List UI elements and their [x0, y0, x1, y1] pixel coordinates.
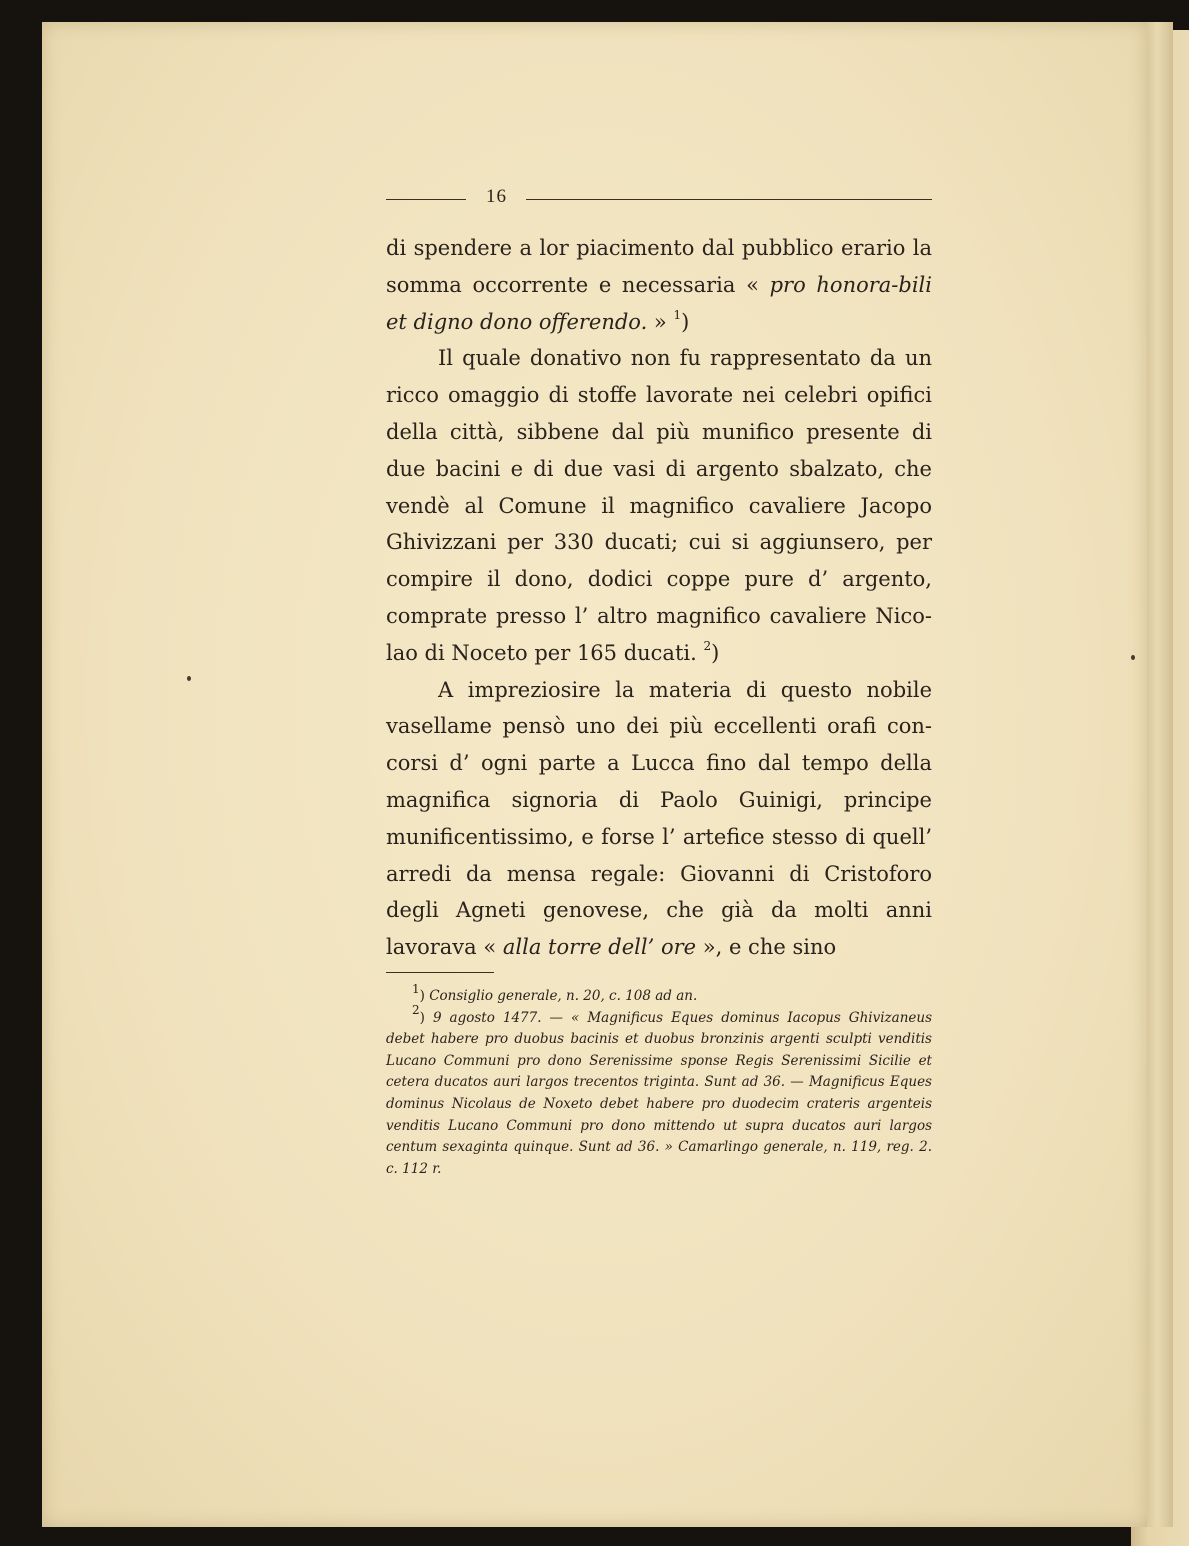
- footnote-ref-1-paren: ): [681, 309, 690, 334]
- paragraph-3: [386, 672, 932, 966]
- header-rule-right: [526, 199, 932, 200]
- footnote-1-paren: ): [419, 988, 425, 1004]
- paragraph-2: [386, 340, 932, 671]
- paper-speck: [1131, 655, 1135, 660]
- paragraph-3-quote: alla torre dell’ ore: [502, 935, 697, 960]
- main-text: [386, 230, 932, 966]
- footnote-ref-2-paren: ): [711, 640, 720, 665]
- paragraph-1-latin-quote: pro honora-bili et digno dono offerendo.: [386, 272, 932, 334]
- footnote-ref-1: 1: [673, 307, 682, 322]
- paragraph-1-text-close-quote: »: [647, 309, 674, 334]
- footnote-1: [386, 981, 932, 1008]
- paper-speck: [187, 676, 191, 681]
- paragraph-3-text: A impreziosire la materia di questo nobile vasellame pensò uno dei più eccellenti orafi concorsi d’ ogni parte a Lucca fino dal tempo della magnifica signoria di Paolo Guinigi, principe munificentissimo, e forse l’ artefice stesso di quell’ arredi da mensa regale: Giovanni di Cristoforo degli Agneti genovese, che già da molti anni lavorava «: [386, 677, 932, 960]
- paragraph-3-text-end: », e che sino: [696, 935, 837, 960]
- footnote-2-text: 9 agosto 1477. — « Magnificus Eques dominus Iacopus Ghivizaneus debet habere pro duobus bacinis et duobus bronzinis argenti sculpti venditis Lucano Communi pro dono Serenissime sponse Regis Serenissimi Sicilie et cetera ducatos auri largos trecentos triginta. Sunt ad 36. — Magnificus Eques dominus Nicolaus de Noxeto debet habere pro duodecim crateris argenteis venditis Lucano Communi pro dono mittendo ut supra ducatos auri largos centum sexaginta quinque. Sunt ad 36. » Camarlingo generale, n. 119, reg. 2. c. 112 r.: [386, 1009, 932, 1177]
- page-number: 16: [486, 186, 507, 207]
- footnote-2-mark: 2: [412, 1003, 420, 1018]
- paragraph-1: [386, 230, 932, 340]
- paragraph-1-text: di spendere a lor piacimento dal pubblico erario la somma occorrente e necessaria «: [386, 236, 932, 297]
- footnote-1-text: Consiglio generale, n. 20, c. 108 ad an.: [424, 988, 698, 1004]
- footnotes: [386, 981, 932, 1180]
- running-header: [386, 186, 932, 210]
- page-fore-edge: [1147, 22, 1173, 1527]
- footnote-ref-2: 2: [703, 638, 712, 653]
- footnote-1-mark: 1: [412, 981, 420, 996]
- footnote-2: [386, 1003, 932, 1181]
- footnote-2-paren: ): [419, 1009, 425, 1026]
- header-rule-left: [386, 199, 466, 200]
- footnote-separator: [386, 972, 494, 973]
- paragraph-2-text: Il quale donativo non fu rappresentato da un ricco omaggio di stoffe lavorate nei celebri opifici della città, sibbene dal più munifico presente di due bacini e di due vasi di argento sbalzato, che vendè al Comune il magnifico cavaliere Jacopo Ghivizzani per 330 ducati; cui si aggiunsero, per compire il dono, dodici coppe pure d’ argento, comprate presso l’ altro magnifico cavaliere Nicolao di Noceto per 165 ducati.: [386, 346, 932, 665]
